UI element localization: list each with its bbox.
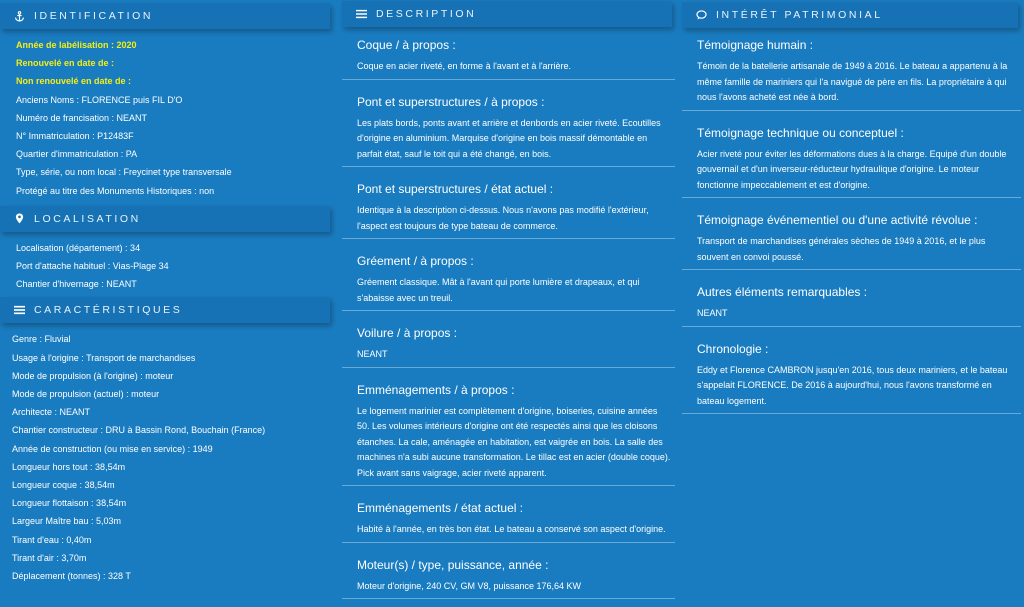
description-text: Gréement classique. Mât à l'avant qui porte lumière et drapeaux, et qui s'abaisse avec un treuil. [357, 277, 640, 303]
localisation-title: LOCALISATION [34, 212, 141, 225]
anchor-icon [12, 9, 26, 23]
description-text: Moteur d'origine, 240 CV, GM V8, puissance 176,64 KW [357, 580, 582, 591]
caracteristiques-title: CARACTÉRISTIQUES [34, 304, 183, 317]
caracteristiques-row: Longueur coque : 38,54m [12, 480, 115, 491]
interet-header [682, 2, 1018, 28]
caracteristiques-row: Usage à l'origine : Transport de marchandises [12, 352, 196, 363]
localisation-row: Localisation (département) : 34 [16, 242, 141, 253]
description-text: Les plats bords, ponts avant et arrière et denbords en acier riveté. Ecoutilles d'origine en aluminium. Marquise d'origine en bois massif démontable en parfait état, sauf le toit qui a été changé, en bois. [357, 117, 661, 159]
description-text: Le logement marinier est complètement d'origine, boiseries, cuisine années 50. Les volumes intérieurs d'origine ont été respectés ainsi que les cloisons étanches. La cale, aménagée en habitation, est vaigrée en bois. La salle des machines n'a subi aucune transformation. Le tillac est en acier (double coque). Pick avant sans vaigrage, acier riveté apparent. [357, 405, 671, 478]
caracteristiques-row: Genre : Fluvial [12, 334, 71, 345]
identification-row: Type, série, ou nom local : Freycinet type transversale [16, 167, 232, 178]
interet-heading: Témoignage événementiel ou d'une activité révolue : [697, 213, 978, 227]
description-text: Identique à la description ci-dessus. Nous n'avons pas modifié l'extérieur, l'aspect est toujours de type bateau de commerce. [357, 205, 649, 231]
middle-column [342, 0, 678, 599]
description-blocks [342, 27, 678, 599]
caracteristiques-row: Chantier constructeur : DRU à Bassin Rond, Bouchain (France) [12, 425, 266, 436]
left-column [0, 0, 336, 585]
interet-block [682, 111, 1021, 199]
map-pin-icon [12, 212, 26, 226]
caracteristiques-row: Largeur Maître bau : 5,03m [12, 516, 122, 527]
description-block [342, 311, 675, 368]
interet-block [682, 38, 1021, 111]
interet-text: NEANT [697, 308, 728, 318]
description-title: DESCRIPTION [376, 8, 477, 20]
interet-text: Eddy et Florence CAMBRON jusqu'en 2016, tous deux mariniers, et le bateau s'appelait FLORENCE. De 2016 à aujourd'hui, nous l'avons transformé en bateau logement. [697, 364, 1008, 406]
description-text: Coque en acier riveté, en forme à l'avant et à l'arrière. [357, 61, 572, 71]
identification-list [0, 29, 336, 200]
menu-icon [354, 7, 368, 21]
caracteristiques-row: Longueur hors tout : 38,54m [12, 461, 126, 472]
identification-row: Anciens Noms : FLORENCE puis FIL D'O [16, 94, 183, 105]
interet-blocks [682, 28, 1024, 414]
caracteristiques-row: Déplacement (tonnes) : 328 T [12, 571, 131, 582]
caracteristiques-header [0, 297, 330, 323]
caracteristiques-row: Architecte : NEANT [12, 407, 91, 418]
description-block [342, 167, 675, 239]
description-heading: Pont et superstructures / état actuel : [357, 182, 554, 196]
interet-block [682, 327, 1021, 415]
interet-text: Transport de marchandises générales sèches de 1949 à 2016, et le plus souvent en convoi poussé. [697, 236, 986, 262]
description-heading: Emménagements / à propos : [357, 382, 515, 397]
interet-heading: Autres éléments remarquables : [697, 285, 868, 299]
description-block [342, 80, 675, 168]
description-block [342, 486, 675, 543]
description-heading: Moteur(s) / type, puissance, année : [357, 557, 549, 572]
description-text: Habité à l'année, en très bon état. Le bateau a conservé son aspect d'origine. [357, 524, 666, 534]
description-block [342, 368, 675, 487]
identification-row: Non renouvelé en date de : [16, 76, 132, 87]
identification-row: Protégé au titre des Monuments Historiques : non [16, 185, 215, 196]
identification-row: Quartier d'immatriculation : PA [16, 149, 138, 160]
identification-header [0, 3, 330, 29]
description-heading: Gréement / à propos : [357, 254, 474, 268]
description-heading: Emménagements / état actuel : [357, 501, 524, 515]
identification-row: Numéro de francisation : NEANT [16, 112, 148, 123]
localisation-row: Port d'attache habituel : Vias-Plage 34 [16, 261, 169, 272]
interet-heading: Chronologie : [697, 341, 769, 356]
caracteristiques-row: Mode de propulsion (à l'origine) : moteur [12, 370, 174, 381]
interet-heading: Témoignage humain : [697, 38, 814, 52]
caracteristiques-row: Tirant d'eau : 0,40m [12, 534, 92, 545]
right-column [682, 0, 1024, 414]
identification-title: IDENTIFICATION [34, 10, 154, 22]
interet-text: Témoin de la batellerie artisanale de 1949 à 2016. Le bateau a appartenu à la même famille de mariniers qui l'a navigué de père en fils. La propriétaire à qui nous l'avons acheté est née à bord. [697, 61, 1008, 102]
identification-row: Année de labélisation : 2020 [16, 40, 137, 50]
caracteristiques-row: Année de construction (ou mise en service) : 1949 [12, 443, 213, 454]
caracteristiques-list [0, 323, 336, 585]
interet-heading: Témoignage technique ou conceptuel : [697, 125, 904, 140]
description-block [342, 543, 675, 600]
caracteristiques-row: Tirant d'air : 3,70m [12, 552, 87, 563]
localisation-list [0, 232, 336, 294]
description-block [342, 239, 675, 311]
caracteristiques-row: Mode de propulsion (actuel) : moteur [12, 389, 160, 400]
comment-icon [694, 8, 708, 22]
interet-title: INTÉRÊT PATRIMONIAL [716, 9, 883, 21]
interet-block [682, 198, 1021, 270]
description-text: NEANT [357, 349, 388, 359]
interet-text: Acier riveté pour éviter les déformations dues à la charge. Equipé d'un double gouvernail et d'un inverseur-réducteur hydraulique d'origine. Le moteur fonctionne impeccablement et est d'origine. [697, 148, 1007, 190]
description-header [342, 1, 672, 27]
interet-block [682, 270, 1021, 327]
localisation-row: Chantier d'hivernage : NEANT [16, 279, 137, 290]
identification-row: Renouvelé en date de : [16, 58, 115, 69]
list-icon [12, 303, 26, 317]
description-heading: Coque / à propos : [357, 38, 456, 52]
localisation-header [0, 206, 330, 232]
description-heading: Voilure / à propos : [357, 326, 458, 340]
identification-row: N° Immatriculation : P12483F [16, 131, 134, 142]
caracteristiques-row: Longueur flottaison : 38,54m [12, 498, 127, 509]
description-block [342, 38, 675, 80]
description-heading: Pont et superstructures / à propos : [357, 94, 545, 109]
